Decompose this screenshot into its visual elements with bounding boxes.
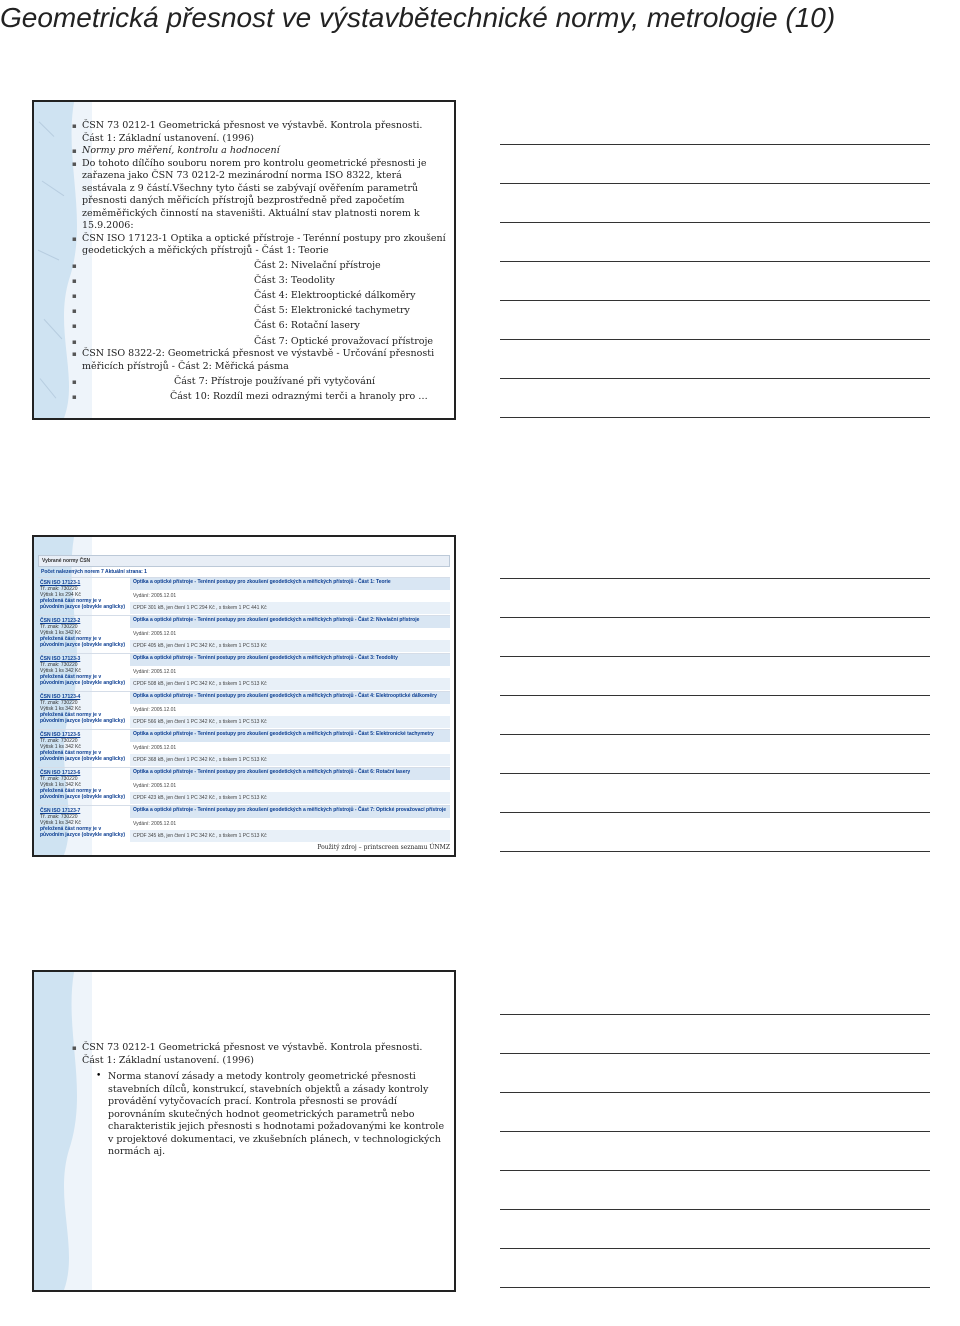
table-row (38, 691, 450, 729)
slide-1-bullet (72, 290, 446, 303)
bullet-text: Do tohoto dílčího souboru norem pro kontrolu geometrické přesnosti je zařazena jako ČSN 73 0212-2 mezinárodní norma ISO 8322, která sestávala z 9 částí.Všechny tyto části se zabývají ověřením parametrů přesnosti daných měřicích přístrojů bezprostředně před započetím zeměměřických činností na staveništi. Aktuální stav platnosti norem k 15.9.2006: (82, 157, 427, 231)
row-right (130, 692, 450, 729)
bullet-text: ČSN ISO 17123-1 Optika a optické přístroje - Terénní postupy pro zkoušení geodetických a měřických přístrojů - Část 1: Teorie (82, 232, 446, 256)
row-right (130, 730, 450, 767)
norm-code-link[interactable]: ČSN ISO 17123-1 (40, 580, 81, 586)
table-row (38, 577, 450, 615)
language-note: přeložená část normy je v původním jazyce (obvykle anglicky) (40, 636, 126, 648)
norm-title[interactable]: Optika a optické přístroje - Terénní postupy pro zkoušení geodetických a měřických přístrojů - Část 1: Teorie (130, 578, 450, 590)
trida-znak: Tř. znak: 730220 (40, 624, 78, 630)
note-line (500, 378, 930, 379)
print-price: Výtisk 1 ks 342 Kč (40, 630, 81, 636)
note-line (500, 812, 930, 813)
vydani: Vydání: 2005.12.01 (133, 669, 177, 675)
slide-1-bullet (72, 348, 446, 373)
pdf-price: CPDF 301 kB, jen čtení 1 PC 294 Kč , s tiskem 1 PC 441 Kč (130, 602, 450, 614)
slide-3-body: Norma stanoví zásady a metody kontroly geometrické přesnosti stavebních dílců, konstrukcí, stavebních objektů a zásady kontroly provádění vytyčovacích prací. Kontrola přesnosti se provádí porovnáním skutečných hodnot geometrických parametrů nebo charakteristik jejich přesnosti s hodnotami požadovanými ke kontrole v projektové dokumentaci, ve zkušebních plánech, v technologických normách aj. (108, 1071, 445, 1157)
slide-1-bullet (72, 120, 446, 145)
row-left (38, 730, 128, 767)
slide-1-bullet (72, 233, 446, 258)
table-row (38, 767, 450, 805)
norm-title[interactable]: Optika a optické přístroje - Terénní postupy pro zkoušení geodetických a měřických přístrojů - Část 2: Nivelační přístroje (130, 616, 450, 628)
note-line (500, 222, 930, 223)
result-count: Počet nalezených norem 7 Aktuální strana: 1 (41, 569, 147, 575)
note-line (500, 261, 930, 262)
note-line (500, 1092, 930, 1093)
bullet-text: Normy pro měření, kontrolu a hodnocení (82, 145, 280, 156)
pdf-price: CPDF 566 kB, jen čtení 1 PC 342 Kč , s tiskem 1 PC 513 Kč (130, 716, 450, 728)
slide-2 (32, 535, 456, 857)
row-right (130, 806, 450, 843)
table-row (38, 729, 450, 767)
bullet-text: Část 7: Optické provažovací přístroje (254, 335, 434, 347)
note-line (500, 617, 930, 618)
note-line (500, 578, 930, 579)
row-right (130, 654, 450, 691)
slide-1-bullet (72, 275, 446, 288)
note-line (500, 1209, 930, 1210)
row-left (38, 692, 128, 729)
note-line (500, 656, 930, 657)
language-note: přeložená část normy je v původním jazyce (obvykle anglicky) (40, 788, 126, 800)
row-left (38, 654, 128, 691)
slide-3-heading: ▪ ČSN 73 0212-1 Geometrická přesnost ve výstavbě. Kontrola přesnosti. Část 1: Základní ustanovení. (1996) (72, 1042, 446, 1067)
note-line (500, 144, 930, 145)
note-line (500, 1131, 930, 1132)
note-line (500, 339, 930, 340)
norm-title[interactable]: Optika a optické přístroje - Terénní postupy pro zkoušení geodetických a měřických přístrojů - Část 5: Elektronické tachymetry (130, 730, 450, 742)
bullet-text: Část 10: Rozdíl mezi odraznými terči a hranoly pro … (170, 390, 428, 402)
vydani: Vydání: 2005.12.01 (133, 821, 177, 827)
vydani: Vydání: 2005.12.01 (133, 631, 177, 637)
pdf-price: CPDF 423 kB, jen čtení 1 PC 342 Kč , s tiskem 1 PC 513 Kč (130, 792, 450, 804)
note-line (500, 1170, 930, 1171)
note-line (500, 1287, 930, 1288)
pdf-price: CPDF 345 kB, jen čtení 1 PC 342 Kč , s tiskem 1 PC 513 Kč (130, 830, 450, 842)
vydani: Vydání: 2005.12.01 (133, 783, 177, 789)
note-line (500, 695, 930, 696)
slide-3 (32, 970, 456, 1292)
slide-1-bullet (72, 320, 446, 333)
norm-title[interactable]: Optika a optické přístroje - Terénní postupy pro zkoušení geodetických a měřických přístrojů - Část 6: Rotační lasery (130, 768, 450, 780)
screenshot-header: Vybrané normy ČSN (38, 555, 450, 567)
note-line (500, 1053, 930, 1054)
table-row (38, 653, 450, 691)
pdf-price: CPDF 405 kB, jen čtení 1 PC 342 Kč , s tiskem 1 PC 513 Kč (130, 640, 450, 652)
source-note: Použitý zdroj – printscreen seznamu ÚNMZ (317, 844, 450, 851)
bullet-text: Část 7: Přístroje používané při vytyčování (174, 375, 376, 387)
trida-znak: Tř. znak: 730220 (40, 814, 78, 820)
print-price: Výtisk 1 ks 342 Kč (40, 820, 81, 826)
slide-1-bullet (72, 158, 446, 233)
slide-1-bullet (72, 391, 446, 404)
note-line (500, 300, 930, 301)
norm-code-link[interactable]: ČSN ISO 17123-7 (40, 808, 81, 814)
vydani: Vydání: 2005.12.01 (133, 707, 177, 713)
row-left (38, 806, 128, 843)
table-row (38, 615, 450, 653)
table-row (38, 805, 450, 843)
note-line (500, 183, 930, 184)
slide-1-bullet (72, 336, 446, 349)
note-line (500, 773, 930, 774)
row-left (38, 578, 128, 615)
print-price: Výtisk 1 ks 342 Kč (40, 668, 81, 674)
norm-code-link[interactable]: ČSN ISO 17123-4 (40, 694, 81, 700)
vydani: Vydání: 2005.12.01 (133, 745, 177, 751)
unmz-screenshot (38, 555, 450, 841)
bullet-text: ČSN 73 0212-1 Geometrická přesnost ve výstavbě. Kontrola přesnosti. Část 1: Základní ustanovení. (1996) (82, 120, 423, 144)
language-note: přeložená část normy je v původním jazyce (obvykle anglicky) (40, 750, 126, 762)
pdf-price: CPDF 508 kB, jen čtení 1 PC 342 Kč , s tiskem 1 PC 513 Kč (130, 678, 450, 690)
language-note: přeložená část normy je v původním jazyce (obvykle anglicky) (40, 674, 126, 686)
bullet-text: Část 4: Elektrooptické dálkoměry (254, 290, 416, 302)
norm-title[interactable]: Optika a optické přístroje - Terénní postupy pro zkoušení geodetických a měřických přístrojů - Část 4: Elektrooptické dálkoměry (130, 692, 450, 704)
page-title: Geometrická přesnost ve výstavbětechnické normy, metrologie (10) (0, 2, 836, 33)
vydani: Vydání: 2005.12.01 (133, 593, 177, 599)
row-right (130, 578, 450, 615)
row-left (38, 768, 128, 805)
note-line (500, 1014, 930, 1015)
norm-code-link[interactable]: ČSN ISO 17123-6 (40, 770, 81, 776)
trida-znak: Tř. znak: 730220 (40, 662, 78, 668)
note-line (500, 851, 930, 852)
slide-1-bullet-list (72, 120, 446, 403)
norm-title[interactable]: Optika a optické přístroje - Terénní postupy pro zkoušení geodetických a měřických přístrojů - Část 3: Teodolity (130, 654, 450, 666)
slide-1 (32, 100, 456, 420)
slide-1-bullet (72, 305, 446, 318)
language-note: přeložená část normy je v původním jazyce (obvykle anglicky) (40, 826, 126, 838)
trida-znak: Tř. znak: 730220 (40, 700, 78, 706)
norm-code-link[interactable]: ČSN ISO 17123-5 (40, 732, 81, 738)
notes-lines-3 (500, 1014, 930, 1326)
pdf-price: CPDF 368 kB, jen čtení 1 PC 342 Kč , s tiskem 1 PC 513 Kč (130, 754, 450, 766)
notes-lines-1 (500, 144, 930, 456)
print-price: Výtisk 1 ks 342 Kč (40, 706, 81, 712)
notes-lines-2 (500, 578, 930, 890)
note-line (500, 1248, 930, 1249)
norm-title[interactable]: Optika a optické přístroje - Terénní postupy pro zkoušení geodetických a měřických přístrojů - Část 7: Optické provažovací přístroje (130, 806, 450, 818)
bullet-text: ČSN ISO 8322-2: Geometrická přesnost ve výstavbě - Určování přesnosti měřicích přístrojů - Část 2: Měřická pásma (82, 348, 435, 372)
norm-code-link[interactable]: ČSN ISO 17123-2 (40, 618, 81, 624)
row-right (130, 616, 450, 653)
slide-1-bullet (72, 376, 446, 389)
print-price: Výtisk 1 ks 342 Kč (40, 782, 81, 788)
bullet-icon: • (96, 1071, 102, 1081)
slide-1-bullet (72, 145, 446, 158)
note-line (500, 734, 930, 735)
row-right (130, 768, 450, 805)
language-note: přeložená část normy je v původním jazyce (obvykle anglicky) (40, 598, 126, 610)
print-price: Výtisk 1 ks 294 Kč (40, 592, 81, 598)
trida-znak: Tř. znak: 730220 (40, 586, 78, 592)
bullet-text: Část 5: Elektronické tachymetry (254, 305, 410, 317)
bullet-text: Část 3: Teodolity (254, 275, 335, 287)
bullet-text: Část 6: Rotační lasery (254, 320, 360, 332)
print-price: Výtisk 1 ks 342 Kč (40, 744, 81, 750)
language-note: přeložená část normy je v původním jazyce (obvykle anglicky) (40, 712, 126, 724)
row-left (38, 616, 128, 653)
slide-1-bullet (72, 260, 446, 273)
bullet-text: Část 2: Nivelační přístroje (254, 260, 381, 272)
trida-znak: Tř. znak: 730220 (40, 738, 78, 744)
trida-znak: Tř. znak: 730220 (40, 776, 78, 782)
note-line (500, 417, 930, 418)
norm-code-link[interactable]: ČSN ISO 17123-3 (40, 656, 81, 662)
